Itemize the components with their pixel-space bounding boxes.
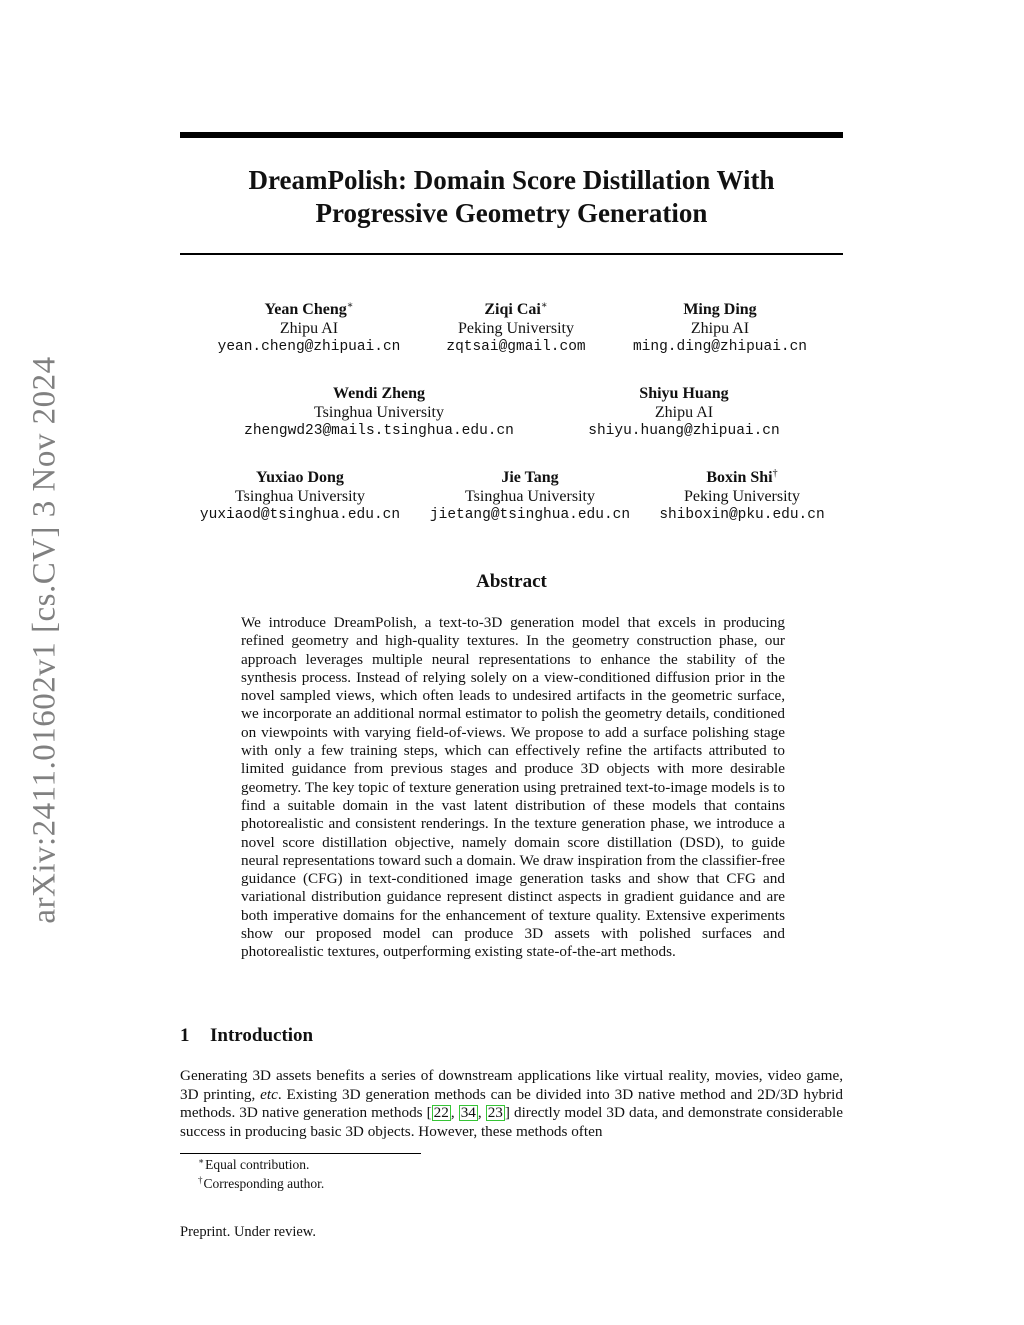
author-affiliation: Tsinghua University — [314, 404, 444, 421]
author-name: Shiyu Huang — [639, 385, 729, 402]
author-affiliation: Tsinghua University — [465, 488, 595, 505]
abstract-body: We introduce DreamPolish, a text-to-3D generation model that excels in producing refined geometry and high-quality textures. In the geometry construction phase, our approach leverages multiple neural representations to enhance the stability of the synthesis process. Instead of relying solely on a view-conditioned diffusion prior in the novel sampled views, which often leads to undesired artifacts in the geometric surface, we incorporate an additional normal estimator to polish the geometry details, conditioned on viewpoints with varying field-of-views. We propose to add a surface polishing stage with only a few training steps, which can effectively refine the artifacts attributed to limited guidance from previous stages and produce 3D objects with more desirable geometry. The key topic of texture generation using pretrained text-to-image models is to find a suitable domain in the vast latent distribution of these models that contains photorealistic and consistent renderings. In the texture generation phase, we introduce a novel score distillation objective, namely domain score distillation (DSD), to guide neural representations toward such a domain. We draw inspiration from the classifier-free guidance (CFG) in text-conditioned image generation tasks and show that CFG and variational distribution guidance represent distinct aspects in gradient guidance and are both imperative domains for the enhancement of texture quality. Extensive experiments show our proposed model can produce 3D assets with polished surfaces and photorealistic textures, outperforming existing state-of-the-art methods. — [241, 614, 785, 961]
author-affiliation: Tsinghua University — [235, 488, 365, 505]
author-block — [544, 385, 824, 441]
author-block — [602, 469, 882, 525]
author-email[interactable]: yean.cheng@zhipuai.cn — [217, 339, 401, 355]
introduction-paragraph: Generating 3D assets benefits a series of downstream applications like virtual reality, movies, video game, 3D printing, etc. Existing 3D generation methods can be divided into 3D native method and 2D/3D hybrid methods. 3D native generation methods [ 22 , 34 , 23 ] directly model 3D data, and demonstrate considerable success in producing basic 3D objects. However, these methods often — [180, 1067, 844, 1140]
author-email[interactable]: jietang@tsinghua.edu.cn — [429, 507, 631, 523]
author-email[interactable]: shiboxin@pku.edu.cn — [659, 507, 825, 523]
author-block — [580, 301, 860, 357]
author-email[interactable]: zqtsai@gmail.com — [446, 339, 586, 355]
paper-title — [180, 164, 843, 230]
author-affiliation: Zhipu AI — [279, 320, 339, 337]
section-heading-introduction — [180, 1025, 313, 1047]
footnote-equal-contribution: ∗Equal contribution. — [198, 1156, 310, 1172]
author-name: Jie Tang — [501, 469, 559, 486]
author-block — [219, 385, 539, 441]
citation-link[interactable]: 23 — [487, 1104, 503, 1122]
author-email[interactable]: shiyu.huang@zhipuai.cn — [588, 423, 780, 439]
footnote-corresponding-author: †Corresponding author. — [198, 1175, 325, 1191]
author-email[interactable]: ming.ding@zhipuai.cn — [632, 339, 808, 355]
title-top-rule — [180, 132, 843, 138]
author-affiliation: Zhipu AI — [654, 404, 714, 421]
author-name: Wendi Zheng — [332, 385, 426, 402]
title-bottom-rule — [180, 253, 843, 255]
footnote-rule — [180, 1153, 421, 1154]
author-name: Ziqi Cai∗ — [484, 300, 548, 318]
abstract-heading: Abstract — [476, 571, 547, 592]
section-number: 1 — [180, 1025, 190, 1046]
preprint-notice: Preprint. Under review. — [180, 1224, 316, 1240]
author-affiliation: Peking University — [458, 320, 574, 337]
author-email[interactable]: zhengwd23@mails.tsinghua.edu.cn — [244, 423, 514, 439]
author-affiliation: Peking University — [684, 488, 800, 505]
section-title: Introduction — [210, 1025, 314, 1046]
author-name: Ming Ding — [683, 301, 757, 318]
arxiv-id[interactable]: arXiv:2411.01602v1 [cs.CV] 3 Nov 2024 — [26, 356, 63, 924]
citation-link[interactable]: 22 — [433, 1104, 449, 1122]
author-name: Boxin Shi† — [706, 468, 778, 486]
author-name: Yuxiao Dong — [256, 469, 344, 486]
author-email[interactable]: yuxiaod@tsinghua.edu.cn — [199, 507, 401, 523]
title-line-2: Progressive Geometry Generation — [315, 198, 708, 228]
title-line-1: DreamPolish: Domain Score Distillation With — [248, 165, 775, 195]
citation-link[interactable]: 34 — [460, 1104, 476, 1122]
author-affiliation: Zhipu AI — [690, 320, 750, 337]
author-name: Yean Cheng∗ — [264, 300, 354, 318]
